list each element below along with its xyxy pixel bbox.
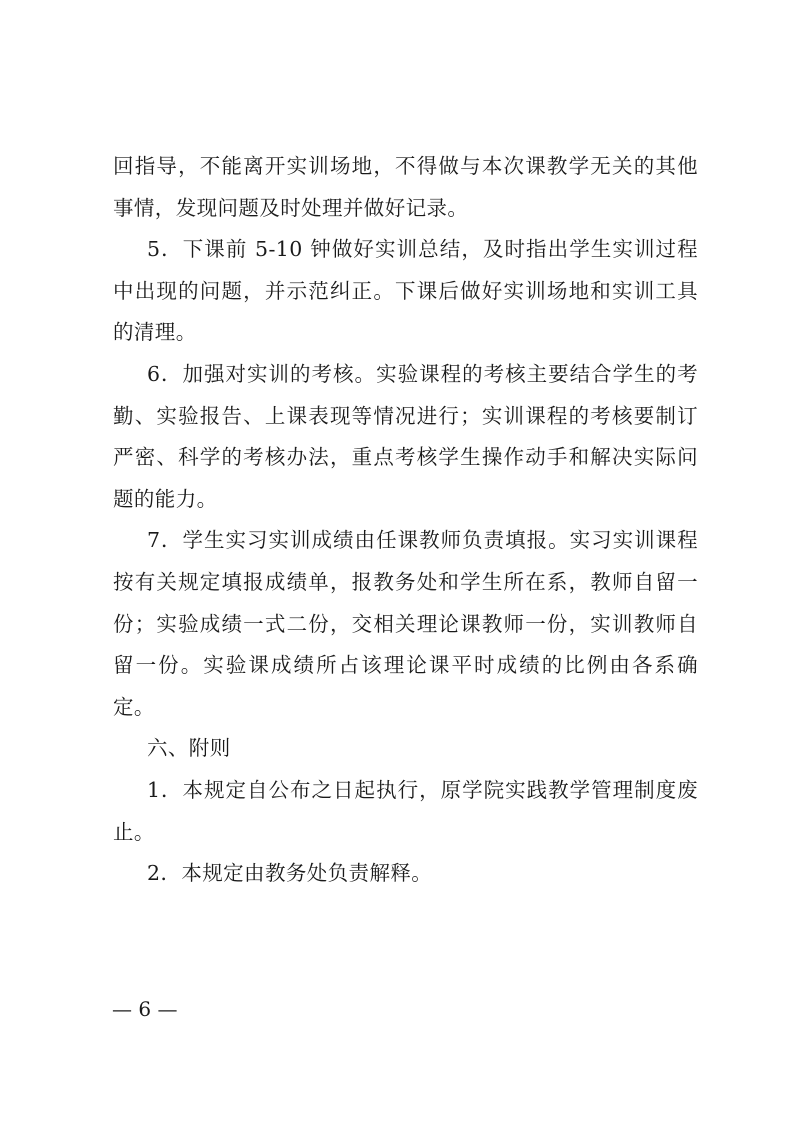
- paragraph-continuation: 回指导，不能离开实训场地，不得做与本次课教学无关的其他事情，发现问题及时处理并做好记录。: [113, 154, 698, 220]
- appendix-item-2: 2．本规定由教务处负责解释。: [147, 861, 433, 886]
- paragraph-item-7: 7．学生实习实训成绩由任课教师负责填报。实习实训课程按有关规定填报成绩单，报教务处和学生所在系，教师自留一份；实验成绩一式二份，交相关理论课教师一份，实训教师自留一份。实验课成绩所占该理论课平时成绩的比例由各系确定。: [113, 528, 698, 719]
- section-heading-appendix: 六、附则: [147, 736, 231, 761]
- paragraph-item-5: 5．下课前 5-10 钟做好实训总结，及时指出学生实训过程中出现的问题，并示范纠正。下课后做好实训场地和实训工具的清理。: [113, 237, 698, 345]
- appendix-item-1: 1．本规定自公布之日起执行，原学院实践教学管理制度废止。: [113, 777, 698, 844]
- document-body: [113, 146, 698, 895]
- page-number: — 6 —: [112, 997, 178, 1021]
- paragraph-item-6: 6．加强对实训的考核。实验课程的考核主要结合学生的考勤、实验报告、上课表现等情况进行；实训课程的考核要制订严密、科学的考核办法，重点考核学生操作动手和解决实际问题的能力。: [113, 361, 698, 511]
